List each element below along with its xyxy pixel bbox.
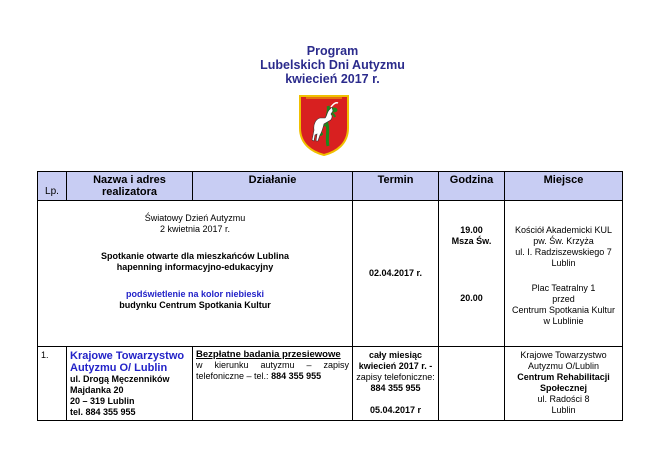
row1-place1-line1: Kościół Akademicki KUL [514, 225, 613, 235]
row1-hour-cell [439, 201, 505, 347]
row2-activity-cell [193, 347, 353, 421]
row1-place2-line3: Centrum Spotkania Kultur [511, 305, 616, 315]
document-title [0, 44, 665, 86]
row2-lp: 1. [41, 350, 49, 360]
col-header-date: Termin [353, 172, 439, 201]
row2-place-line6: Lublin [551, 405, 576, 415]
row1-place2-line2: przed [552, 294, 575, 304]
row1-place1-line4: Lublin [551, 258, 576, 268]
row1-date: 02.04.2017 r. [368, 268, 423, 278]
title-line-program: Program [306, 44, 359, 58]
row2-date-cell [353, 347, 439, 421]
row2-place-line3: Centrum Rehabilitacji [517, 372, 610, 382]
row2-organizer-cell [67, 347, 193, 421]
row1-activity-cell [38, 201, 353, 347]
row2-activity-phone: 884 355 955 [271, 371, 322, 381]
row2-date-line3: zapisy telefoniczne: [356, 372, 435, 382]
row1-event-name: Światowy Dzień Autyzmu [144, 213, 246, 223]
row1-place1-line3: ul. I. Radziszewskiego 7 [515, 247, 612, 257]
row2-place-line1: Krajowe Towarzystwo [520, 350, 607, 360]
row1-date-cell [353, 201, 439, 347]
row2-activity-title: Bezpłatne badania przesiewowe [196, 349, 341, 360]
row2-date-line4: 884 355 955 [370, 383, 421, 393]
row2-lp-cell [38, 347, 67, 421]
row1-meeting-line2: hapenning informacyjno-edukacyjny [116, 262, 274, 272]
row2-place-line5: ul. Radości 8 [537, 394, 590, 404]
program-table [37, 171, 623, 421]
row2-place-line2: Autyzmu O/Lublin [527, 361, 600, 371]
col-header-hour: Godzina [439, 172, 505, 201]
row1-place2-line1: Plac Teatralny 1 [531, 283, 596, 293]
row1-illumination-line1: podświetlenie na kolor niebieski [125, 289, 265, 299]
row2-place-line4: Społecznej [539, 383, 587, 393]
row1-meeting-line1: Spotkanie otwarte dla mieszkańców Lublina [100, 251, 290, 261]
row1-illumination-line2: budynku Centrum Spotkania Kultur [119, 300, 271, 310]
row2-org-phone: tel. 884 355 955 [70, 407, 136, 417]
col-header-organizer: Nazwa i adres realizatora [67, 172, 193, 201]
row2-date-line2: kwiecień 2017 r. - [358, 361, 433, 371]
row1-hour1-label: Msza Św. [451, 236, 492, 246]
row1-place-cell [505, 201, 623, 347]
row2-org-address1: ul. Drogą Męczenników [70, 374, 170, 384]
row2-date-line1: cały miesiąc [368, 350, 423, 360]
row2-org-address3: 20 – 319 Lublin [70, 396, 135, 406]
lublin-crest-icon [298, 94, 350, 156]
table-row-world-autism-day [38, 201, 623, 347]
row1-hour2: 20.00 [460, 293, 483, 303]
row1-event-date: 2 kwietnia 2017 r. [159, 224, 231, 234]
table-header-row [38, 172, 623, 201]
row1-place1-line2: pw. Św. Krzyża [533, 236, 594, 246]
row2-org-name-line1: Krajowe Towarzystwo [70, 350, 185, 362]
row2-date-line5: 05.04.2017 r [369, 405, 422, 415]
row2-place-cell [505, 347, 623, 421]
row2-hour-cell [439, 347, 505, 421]
row2-org-name-line2: Autyzmu O/ Lublin [70, 362, 168, 374]
row1-place2-line4: w Lublinie [543, 316, 584, 326]
table-row-screening [38, 347, 623, 421]
row2-activity-text: w kierunku autyzmu – zapisy telefoniczne – tel.: [196, 360, 349, 381]
title-line-month: kwiecień 2017 r. [285, 72, 380, 86]
col-header-place: Miejsce [505, 172, 623, 201]
row2-org-address2: Majdanka 20 [70, 385, 124, 395]
col-header-lp: Lp. [38, 172, 67, 201]
col-header-activity: Działanie [193, 172, 353, 201]
row1-hour1: 19.00 [460, 225, 483, 235]
title-line-event: Lubelskich Dni Autyzmu [260, 58, 405, 72]
